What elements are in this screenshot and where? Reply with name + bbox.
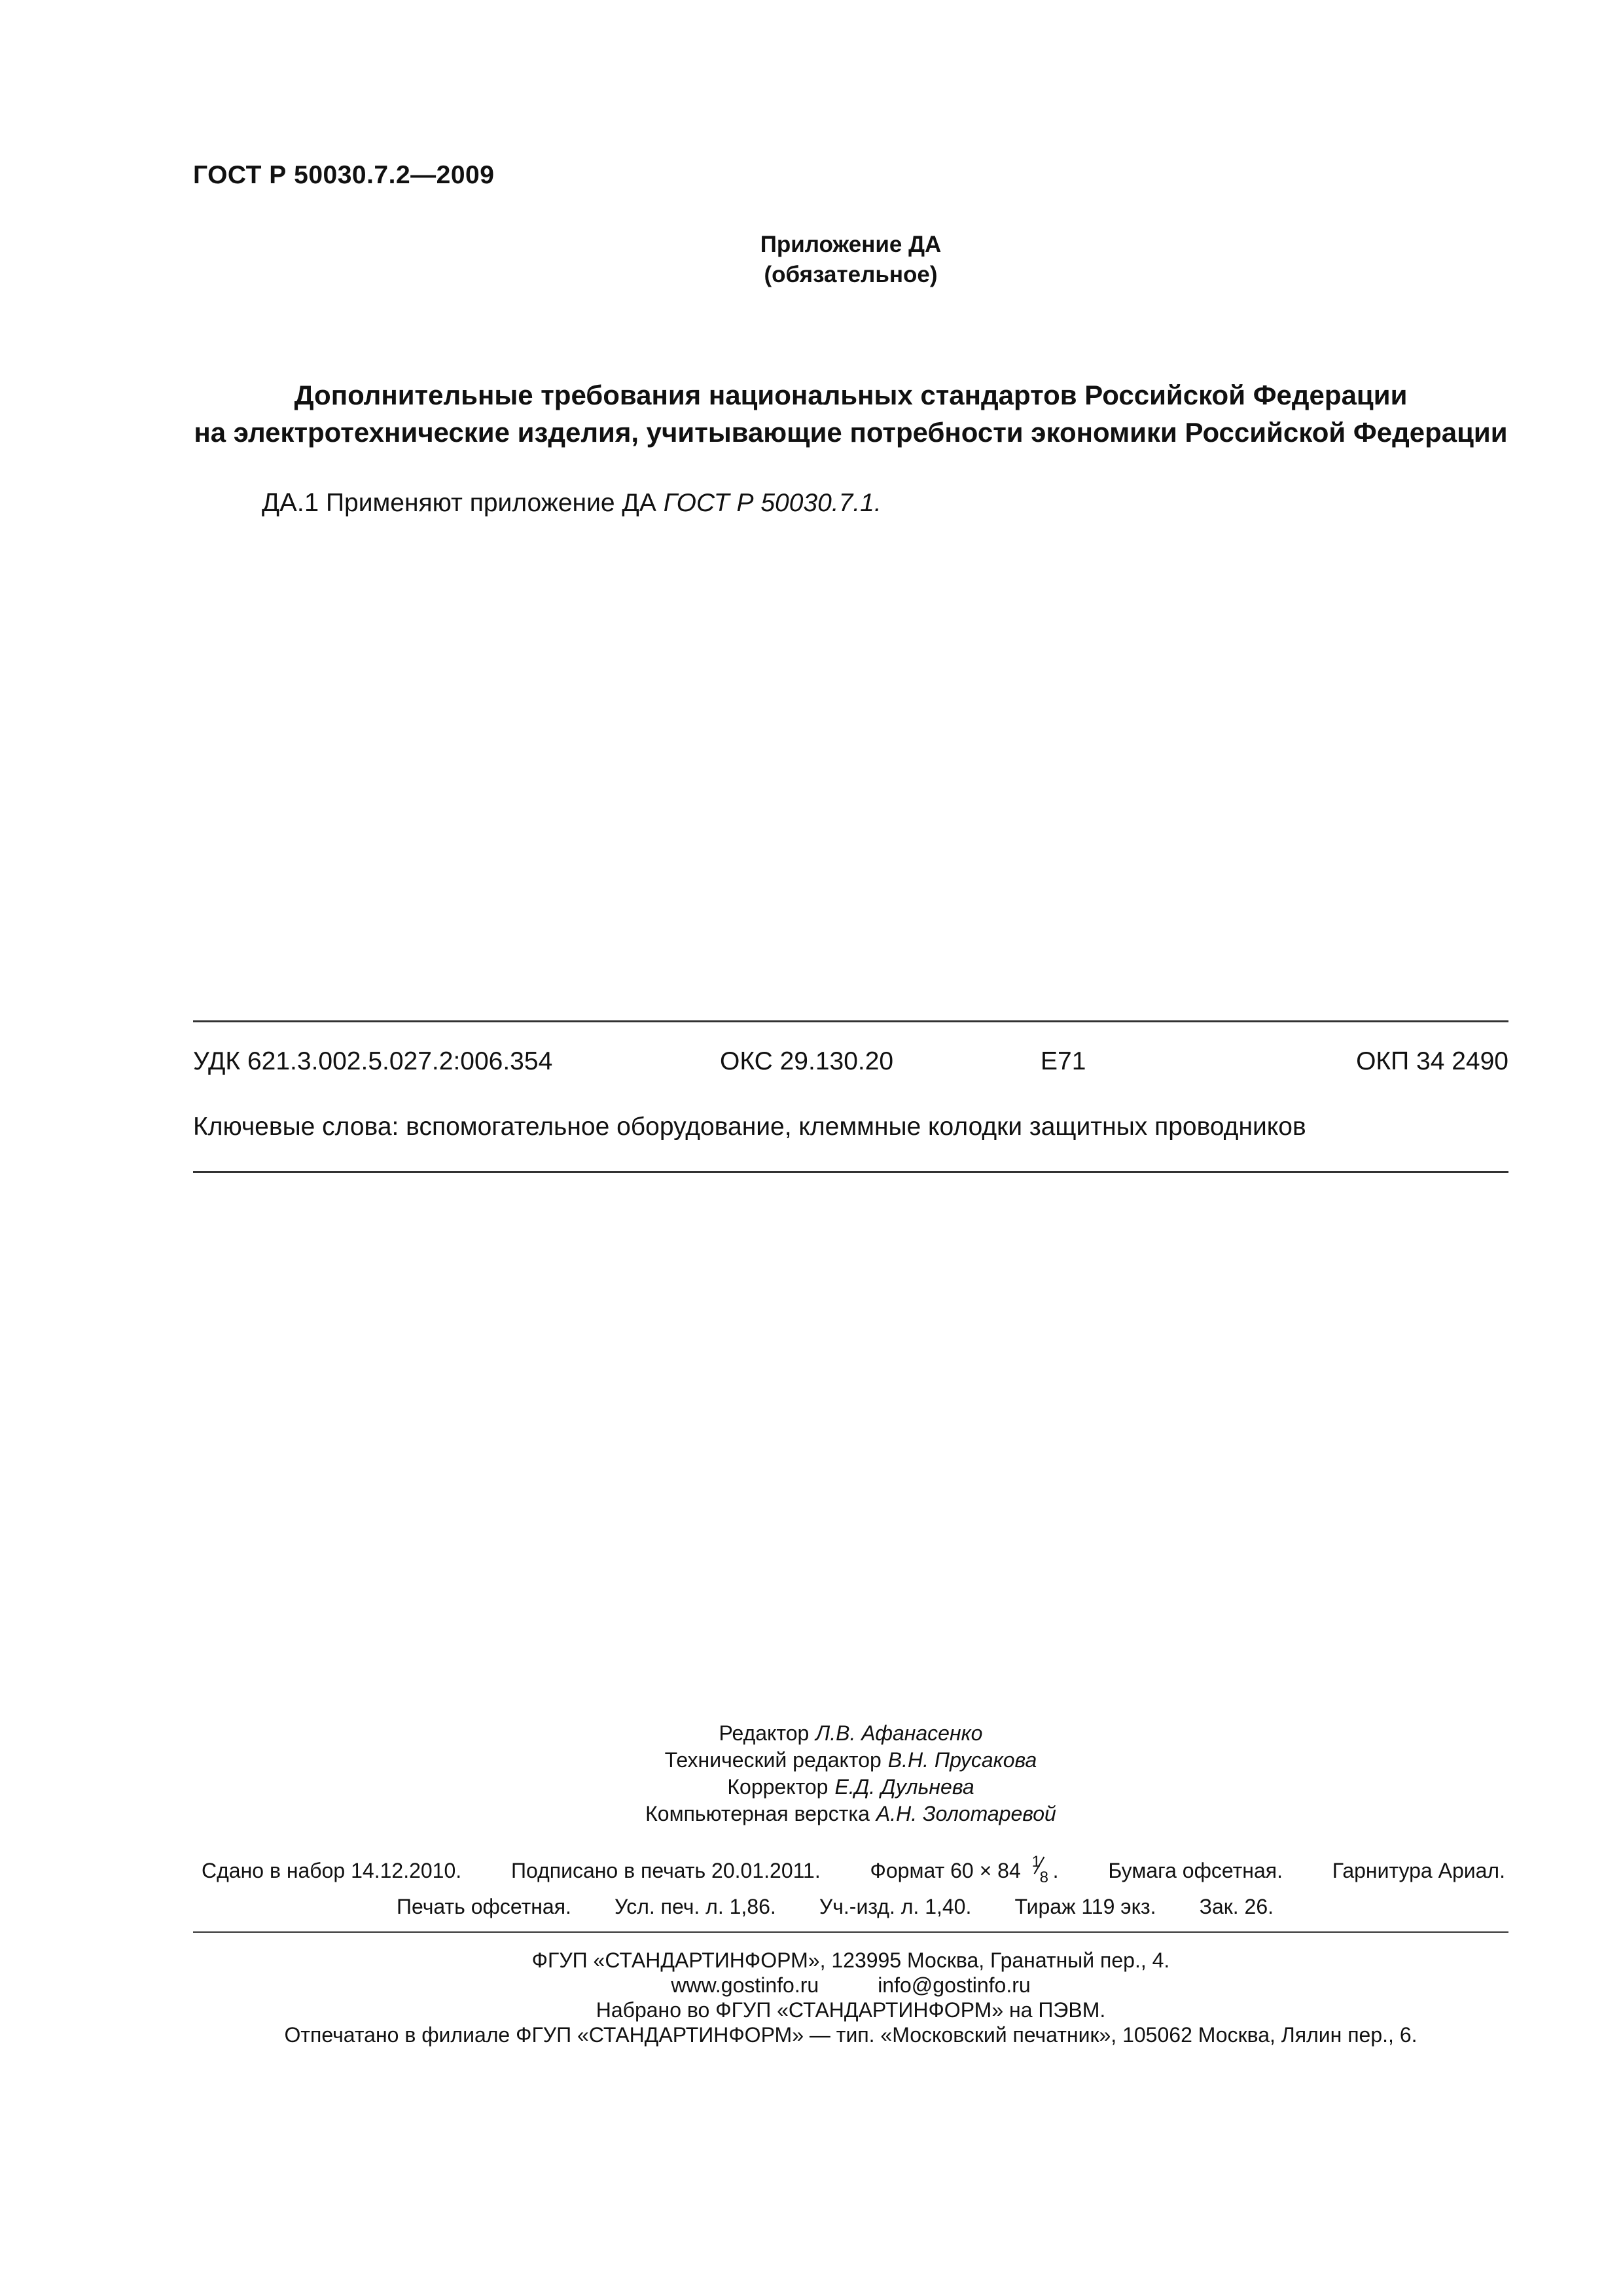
oks-code: ОКС 29.130.20: [720, 1047, 894, 1075]
appendix-title: Приложение ДА: [760, 232, 942, 257]
credit-tech-editor: [0, 1747, 1623, 1774]
clause-text: Применяют приложение ДА: [325, 489, 656, 517]
credit-role: Технический редактор: [664, 1748, 882, 1772]
group-code: Е71: [1041, 1047, 1086, 1075]
fraction-denominator: 8: [1039, 1868, 1049, 1886]
document-code: ГОСТ Р 50030.7.2—2009: [193, 161, 495, 189]
udk-code: УДК 621.3.002.5.027.2:006.354: [193, 1047, 553, 1075]
credit-name: А.Н. Золотаревой: [876, 1802, 1056, 1825]
print-type: Печать офсетная.: [397, 1895, 571, 1918]
appendix-status: (обязательное): [764, 262, 938, 287]
credit-editor: [0, 1720, 1623, 1747]
credit-name: Е.Д. Дульнева: [834, 1775, 974, 1799]
appendix-heading-line-1: Дополнительные требования национальных стандартов Российской Федерации: [294, 380, 1408, 410]
publisher-address: ФГУП «СТАНДАРТИНФОРМ», 123995 Москва, Гранатный пер., 4.: [531, 1948, 1170, 1972]
credit-proofreader: [0, 1774, 1623, 1801]
credit-layout: [0, 1801, 1623, 1827]
top-divider: [193, 1020, 1508, 1022]
edit-sheets: Уч.-изд. л. 1,40.: [819, 1895, 972, 1918]
paper-type: Бумага офсетная.: [1108, 1859, 1283, 1882]
publisher-contacts: [0, 1973, 1623, 1998]
submitted-date: Сдано в набор 14.12.2010.: [202, 1859, 462, 1882]
publishing-line-2: [397, 1895, 1274, 1919]
signed-date: Подписано в печать 20.01.2011.: [510, 1859, 821, 1882]
format-end: .: [1052, 1859, 1059, 1882]
website-link[interactable]: www.gostinfo.ru: [671, 1973, 819, 1997]
typeset-note: Набрано во ФГУП «СТАНДАРТИНФОРМ» на ПЭВМ.: [596, 1998, 1106, 2022]
credit-name: В.Н. Прусакова: [887, 1748, 1037, 1772]
classification-divider: [193, 1171, 1508, 1173]
clause-da1: [262, 488, 882, 518]
credits-block: [0, 1720, 1623, 1827]
credit-role: Корректор: [727, 1775, 829, 1799]
clause-number: ДА.1: [262, 488, 319, 517]
printed-sheets: Усл. печ. л. 1,86.: [615, 1895, 776, 1918]
typeface: Гарнитура Ариал.: [1332, 1859, 1505, 1882]
format-fraction: [1027, 1852, 1053, 1886]
imprint-block: [0, 1948, 1623, 2047]
order-number: Зак. 26.: [1199, 1895, 1274, 1918]
okp-code: ОКП 34 2490: [1356, 1047, 1508, 1075]
credit-role: Компьютерная верстка: [645, 1802, 870, 1825]
credit-role: Редактор: [719, 1721, 810, 1745]
format-label: Формат 60 × 84: [870, 1859, 1021, 1882]
publishing-line-1: [202, 1852, 1505, 1886]
circulation: Тираж 119 экз.: [1014, 1895, 1156, 1918]
email-link[interactable]: info@gostinfo.ru: [878, 1973, 1031, 1997]
fraction-numerator: 1: [1031, 1852, 1041, 1871]
clause-reference: ГОСТ Р 50030.7.1.: [663, 489, 882, 517]
format: [870, 1852, 1059, 1886]
appendix-heading-line-2: на электротехнические изделия, учитывающие потребности экономики Российской Федерации: [194, 417, 1508, 448]
printed-note: Отпечатано в филиале ФГУП «СТАНДАРТИНФОРМ» — тип. «Московский печатник», 105062 Москва, Лялин пер., 6.: [284, 2023, 1418, 2047]
keywords: Ключевые слова: вспомогательное оборудование, клеммные колодки защитных проводников: [193, 1113, 1306, 1141]
imprint-divider: [193, 1931, 1508, 1933]
credit-name: Л.В. Афанасенко: [815, 1721, 983, 1745]
